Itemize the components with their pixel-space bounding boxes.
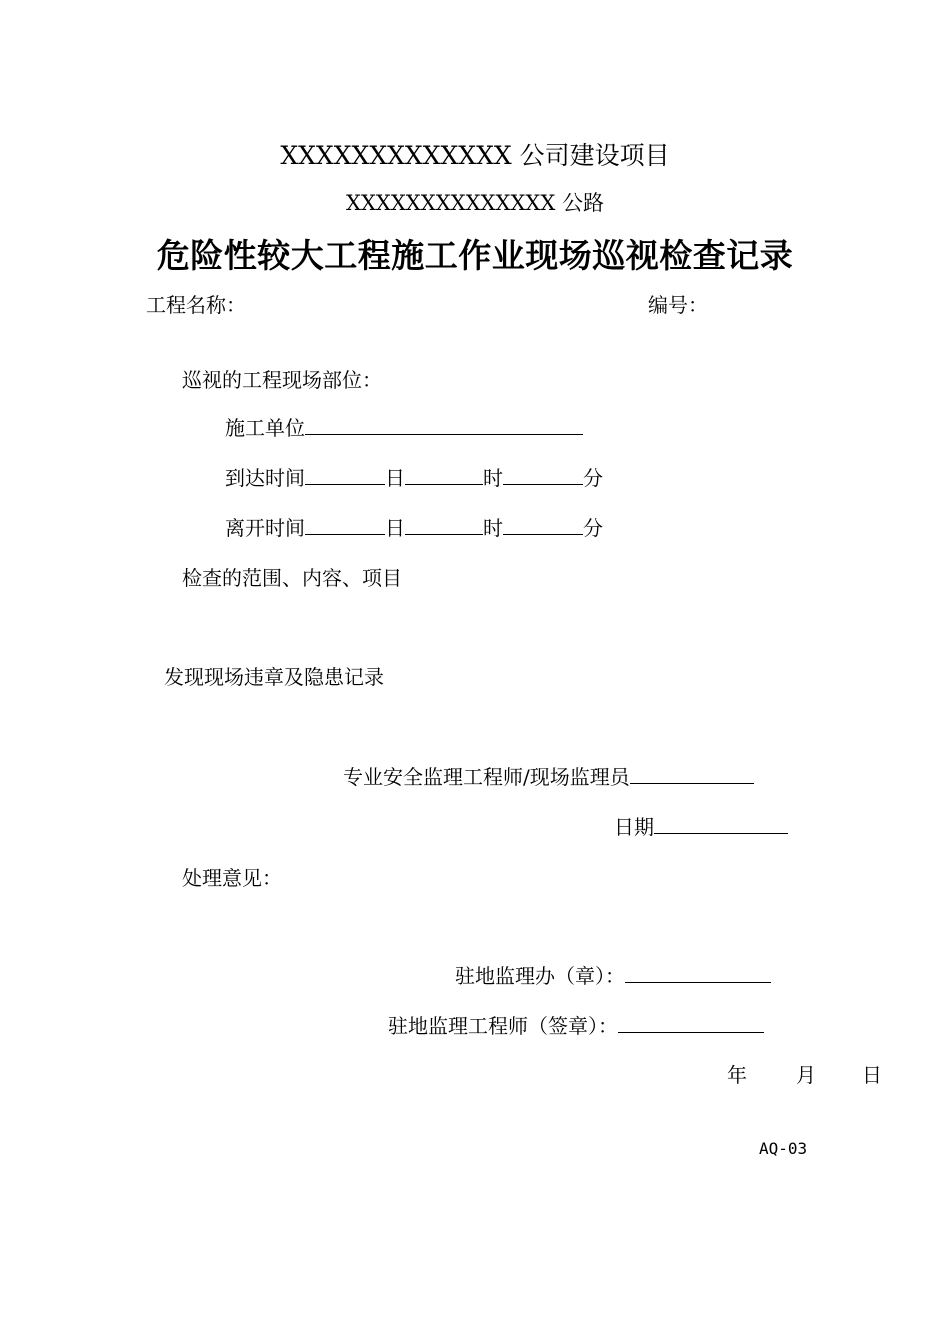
- year-label: 年: [727, 1063, 747, 1087]
- resident-engineer-signature-field[interactable]: [618, 1012, 764, 1033]
- day-label: 日: [862, 1063, 882, 1087]
- date-label: 日期: [614, 815, 654, 839]
- departure-minute-field[interactable]: [503, 514, 583, 535]
- departure-minute-label: 分: [583, 516, 603, 540]
- scope-label: 检查的范围、内容、项目: [182, 566, 402, 590]
- arrival-time-row: [225, 462, 603, 491]
- number-label: 编号：: [648, 293, 708, 317]
- office-label: 驻地监理办（章）：: [455, 964, 625, 988]
- opinion-label: 处理意见：: [182, 866, 282, 890]
- month-label: 月: [796, 1063, 816, 1087]
- arrival-minute-field[interactable]: [503, 464, 583, 485]
- arrival-hour-field[interactable]: [405, 464, 483, 485]
- departure-day-label: 日: [385, 516, 405, 540]
- office-seal-field[interactable]: [625, 962, 771, 983]
- departure-day-field[interactable]: [305, 514, 385, 535]
- arrival-day-field[interactable]: [305, 464, 385, 485]
- departure-time-label: 离开时间: [225, 516, 305, 540]
- violations-label: 发现现场违章及隐患记录: [164, 665, 384, 689]
- departure-hour-label: 时: [483, 516, 503, 540]
- arrival-hour-label: 时: [483, 466, 503, 490]
- departure-hour-field[interactable]: [405, 514, 483, 535]
- site-location-label: 巡视的工程现场部位：: [182, 368, 382, 392]
- office-row: [455, 960, 771, 989]
- resident-engineer-row: [388, 1010, 764, 1039]
- date-row: [614, 811, 788, 840]
- company-line: XXXXXXXXXXXXX 公司建设项目: [280, 141, 670, 170]
- project-name-label: 工程名称：: [146, 293, 246, 317]
- safety-engineer-signature-field[interactable]: [630, 763, 754, 784]
- date-field[interactable]: [654, 813, 788, 834]
- safety-engineer-row: [343, 761, 754, 790]
- form-code: AQ-03: [759, 1139, 808, 1158]
- construction-unit-field[interactable]: [305, 414, 583, 435]
- road-line: XXXXXXXXXXXXXX 公路: [346, 191, 604, 215]
- arrival-time-label: 到达时间: [225, 466, 305, 490]
- construction-unit-label: 施工单位: [225, 416, 305, 440]
- construction-unit-row: [225, 412, 583, 441]
- departure-time-row: [225, 512, 603, 541]
- resident-engineer-label: 驻地监理工程师（签章）：: [388, 1014, 618, 1038]
- arrival-day-label: 日: [385, 466, 405, 490]
- safety-engineer-label: 专业安全监理工程师/现场监理员: [343, 765, 630, 789]
- arrival-minute-label: 分: [583, 466, 603, 490]
- document-title: 危险性较大工程施工作业现场巡视检查记录: [156, 236, 794, 275]
